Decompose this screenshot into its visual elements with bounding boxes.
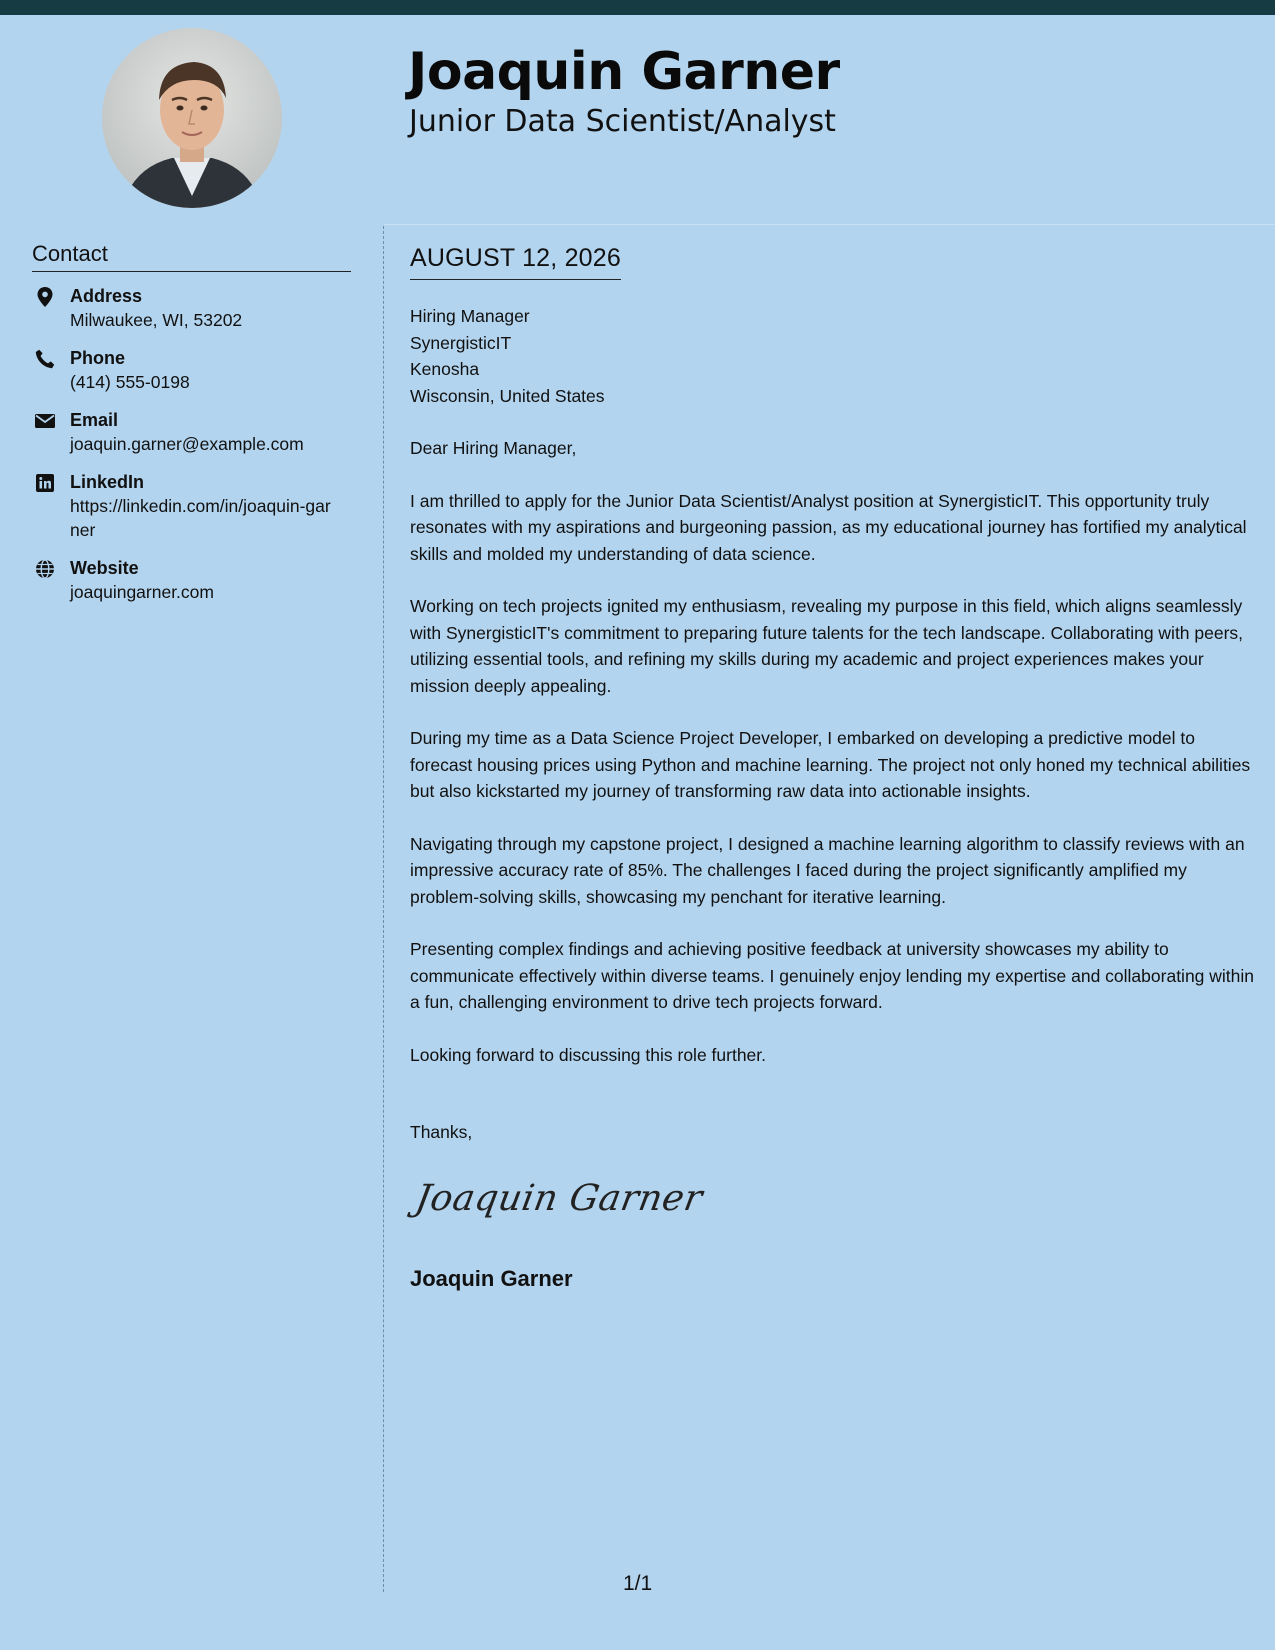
- letter-date: AUGUST 12, 2026: [410, 244, 621, 280]
- header-divider: [384, 224, 1275, 225]
- recipient-block: [410, 303, 605, 409]
- contact-label: Address: [70, 286, 143, 306]
- recipient-line: Hiring Manager: [410, 306, 530, 326]
- contact-item-phone: [32, 346, 352, 394]
- linkedin-icon: [34, 472, 56, 494]
- contact-label: LinkedIn: [70, 472, 145, 492]
- recipient-line: Wisconsin, United States: [410, 385, 605, 406]
- profile-photo: [102, 28, 282, 208]
- contact-item-linkedin: [32, 470, 352, 542]
- contact-label: Website: [70, 558, 139, 578]
- contact-value: (414) 555-0198: [70, 372, 190, 392]
- candidate-job-title: Junior Data Scientist/Analyst: [409, 104, 836, 139]
- contact-item-email: [32, 408, 352, 456]
- page-number: 1/1: [623, 1572, 653, 1595]
- letter-paragraph: I am thrilled to apply for the Junior Data Scientist/Analyst position at SynergisticIT. This opportunity truly resonates with my aspirations and burgeoning passion, as my educational journey has fortified my analytical skills and molded my understanding of data science.: [410, 490, 1247, 564]
- contact-label: Email: [70, 410, 119, 430]
- handwritten-signature: Joaquin Garner: [412, 1178, 706, 1219]
- letter-paragraph: Navigating through my capstone project, I designed a machine learning algorithm to classify reviews with an impressive accuracy rate of 85%. The challenges I faced during the project significantly amplified my problem-solving skills, showcasing my penchant for iterative learning.: [410, 833, 1245, 907]
- recipient-line: SynergisticIT: [410, 332, 512, 353]
- phone-icon: [34, 348, 56, 370]
- closing: Thanks,: [410, 1122, 473, 1142]
- letter-paragraph: During my time as a Data Science Project Developer, I embarked on developing a predictive model to forecast housing prices using Python and machine learning. The project not only honed my technical abilities but also kickstarted my journey of transforming raw data into actionable insights.: [410, 728, 1251, 801]
- contact-list: [32, 284, 352, 618]
- letter-paragraph: Presenting complex findings and achieving positive feedback at university showcases my ability to communicate effectively within diverse teams. I genuinely enjoy lending my expertise and collaborating within a fun, challenging environment to drive tech projects forward.: [410, 939, 1255, 1012]
- recipient-line: Kenosha: [410, 359, 480, 379]
- contact-label: Phone: [70, 348, 126, 368]
- contact-value: Milwaukee, WI, 53202: [70, 310, 243, 330]
- column-divider: [383, 226, 384, 1592]
- top-accent-bar: [0, 0, 1275, 15]
- letter-paragraph: Looking forward to discussing this role further.: [410, 1044, 767, 1065]
- contact-value: joaquin.garner@example.com: [70, 434, 304, 454]
- signed-name: Joaquin Garner: [410, 1266, 573, 1291]
- contact-value: joaquingarner.com: [70, 582, 214, 602]
- contact-heading: Contact: [32, 241, 351, 272]
- envelope-icon: [34, 410, 56, 432]
- contact-item-address: [32, 284, 352, 332]
- globe-icon: [34, 558, 56, 580]
- contact-value: https://linkedin.com/in/joaquin-garner: [70, 496, 331, 540]
- contact-item-website: [32, 556, 352, 604]
- letter-paragraph: Working on tech projects ignited my enthusiasm, revealing my purpose in this field, which aligns seamlessly with SynergisticIT's commitment to preparing future talents for the tech landscape. Collaborating with peers, utilizing essential tools, and refining my skills during my academic and project experiences makes your mission deeply appealing.: [410, 596, 1244, 696]
- candidate-name: Joaquin Garner: [408, 42, 840, 102]
- letter-body: [410, 435, 1260, 1094]
- salutation: Dear Hiring Manager,: [410, 438, 577, 458]
- location-pin-icon: [34, 286, 56, 308]
